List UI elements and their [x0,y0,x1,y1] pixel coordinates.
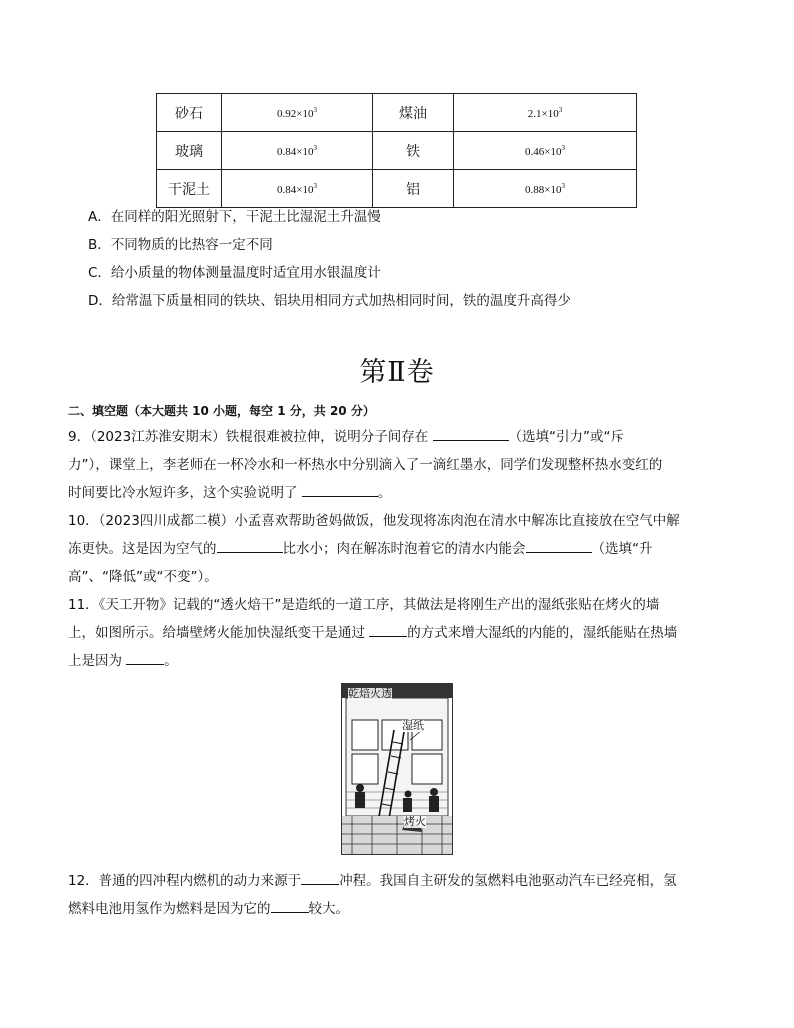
exponent: 3 [561,181,565,190]
papermaking-drawing [342,684,452,854]
q12-line-1 [68,872,677,890]
q11-text-3b: 。 [164,653,178,669]
q11-blank-2[interactable] [126,652,164,665]
q9-blank-2[interactable] [302,484,378,497]
q10-text-2a: 冻更快。这是因为空气的 [68,541,217,557]
table-row [157,94,637,132]
option-b: B．不同物质的比热容一定不同 [88,237,273,253]
q11-blank-1[interactable] [369,624,407,637]
papermaking-illustration [341,683,453,855]
material-name-cell [157,132,222,170]
material-name-cell-text: 玻璃 [175,143,203,160]
exponent: 3 [313,143,317,152]
q11-line-3 [68,652,178,670]
table-row [157,170,637,208]
specific-heat-value-cell [222,170,373,208]
paper-sheet [412,754,442,784]
q11-line-1: 11．《天工开物》记载的“透火焙干”是造纸的一道工序，其做法是将刚生产出的湿纸张贴在烤火的墙 [68,597,660,613]
specific-heat-value-cell [222,132,373,170]
q12-text-1b: 冲程。我国自主研发的氢燃料电池驱动汽车已经亮相，氢 [339,873,677,889]
q10-line-3: 高”、“降低”或“不变”）。 [68,569,218,585]
q10-text-2b: 比水小；肉在解冻时泡着它的清水内能会 [282,541,526,557]
specific-heat-value-cell [222,94,373,132]
specific-heat-value-cell-text: 0.92×10 [277,107,314,120]
material-name-cell [373,170,454,208]
paper-sheet [352,720,378,750]
q12-text-1a: 12．普通的四冲程内燃机的动力来源于 [68,873,302,889]
specific-heat-value-cell-text: 0.84×10 [277,183,314,196]
q10-line-2 [68,540,653,558]
material-name-cell-text: 煤油 [399,105,427,122]
exponent: 3 [561,143,565,152]
specific-heat-value-cell-text: 2.1×10 [527,107,559,120]
volume-title: 第Ⅱ卷 [359,357,435,388]
option-d: D．给常温下质量相同的铁块、铝块用相同方式加热相同时间，铁的温度升高得少 [88,293,571,309]
q10-blank-1[interactable] [217,540,283,553]
q9-line-2: 力”），课堂上，李老师在一杯冷水和一杯热水中分别滴入了一滴红墨水，同学们发现整杯热水变红的 [68,457,663,473]
specific-heat-value-cell-text: 0.88×10 [525,183,562,196]
specific-heat-value-cell-text: 0.46×10 [525,145,562,158]
material-name-cell-text: 铁 [406,143,420,160]
q11-text-3a: 上是因为 [68,653,127,669]
q9-line-1 [68,428,624,446]
material-name-cell [157,94,222,132]
q9-text-1b: （选填“引力”或“斥 [508,429,624,445]
q12-line-2 [68,900,349,918]
q12-text-2a: 燃料电池用氢作为燃料是因为它的 [68,901,271,917]
q11-line-2 [68,624,677,642]
material-name-cell-text: 砂石 [175,105,203,122]
material-name-cell [373,94,454,132]
specific-heat-table [156,93,637,208]
q9-text-3a: 时间要比冷水短许多，这个实验说明了 [68,485,302,501]
q10-line-1: 10．（2023四川成都二模）小孟喜欢帮助爸妈做饭，他发现将冻肉泡在清水中解冻比直接放在空气中解 [68,513,680,529]
q9-line-3 [68,484,391,502]
material-name-cell [157,170,222,208]
q12-blank-1[interactable] [301,872,339,885]
figure-label-top: 乾焙火透 [348,687,392,700]
material-name-cell-text: 铝 [406,181,420,198]
option-a: A．在同样的阳光照射下，干泥土比湿泥土升温慢 [88,209,381,225]
material-name-cell-text: 干泥土 [168,181,210,198]
q9-text-3b: 。 [377,485,392,501]
q9-text-1a: 9．（2023江苏淮安期末）铁棍很难被拉伸，说明分子间存在 [68,429,433,445]
material-name-cell [373,132,454,170]
q9-blank-1[interactable] [433,428,509,441]
paper-sheet [352,754,378,784]
option-c: C．给小质量的物体测量温度时适宜用水银温度计 [88,265,381,281]
q11-text-2b: 的方式来增大湿纸的内能的，湿纸能贴在热墙 [407,625,678,641]
q12-text-2b: 较大。 [308,901,349,917]
q11-text-2a: 上，如图所示。给墙壁烤火能加快湿纸变干是通过 [68,625,370,641]
section-heading: 二、填空题（本大题共 10 小题，每空 1 分，共 20 分） [68,404,375,418]
figure-label-fire: 烤火 [404,815,426,828]
figure-label-paper: 湿纸 [402,719,424,732]
q10-blank-2[interactable] [526,540,592,553]
specific-heat-value-cell [454,170,637,208]
specific-heat-value-cell [454,94,637,132]
specific-heat-value-cell [454,132,637,170]
q12-blank-2[interactable] [271,900,309,913]
exponent: 3 [313,181,317,190]
exponent: 3 [313,105,317,114]
q10-text-2c: （选填“升 [591,541,653,557]
exponent: 3 [558,105,563,114]
specific-heat-value-cell-text: 0.84×10 [277,145,314,158]
table-row [157,132,637,170]
